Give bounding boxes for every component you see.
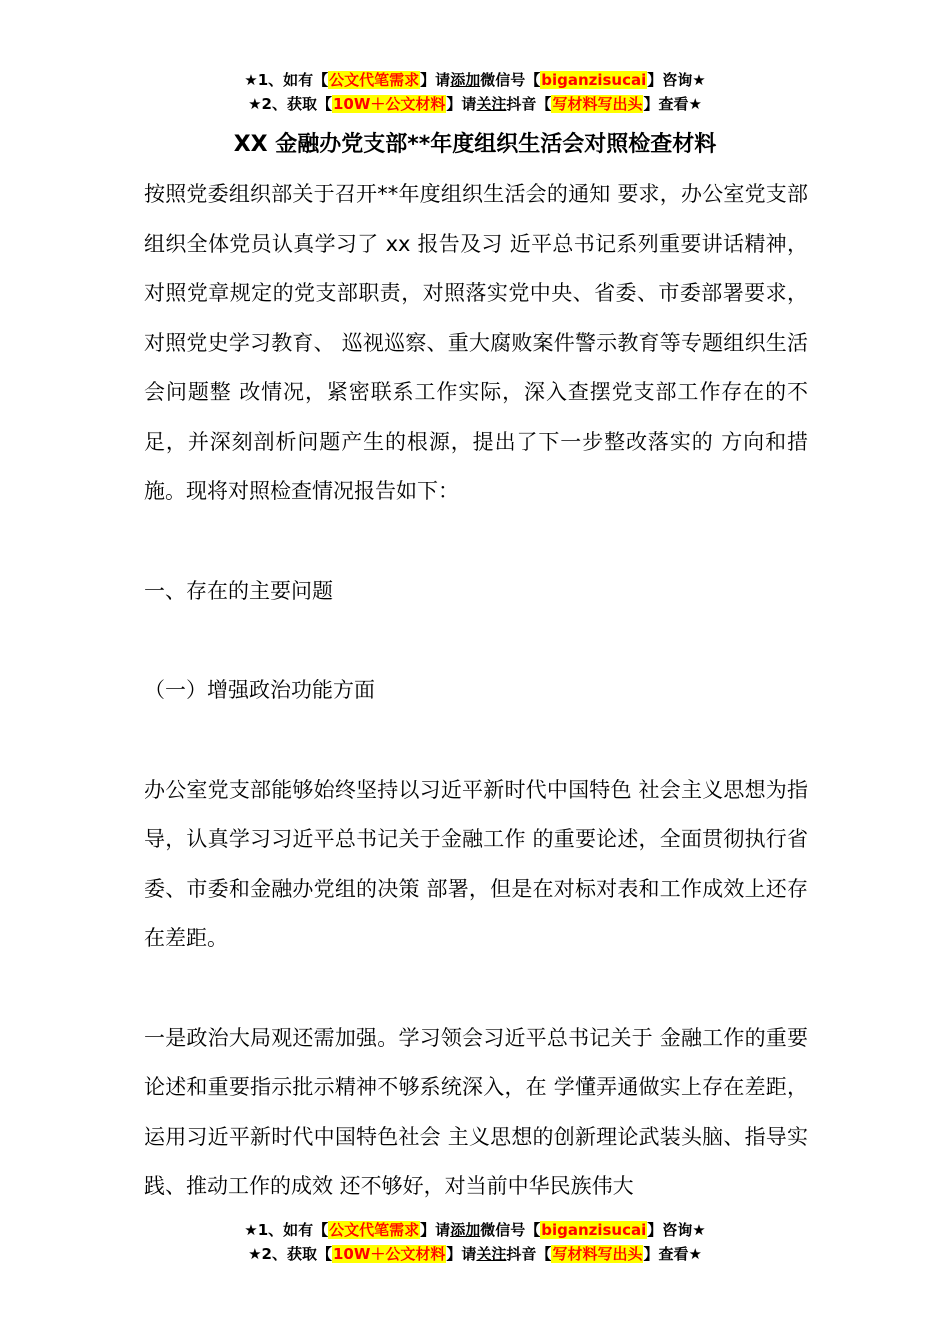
promo-highlight: 写材料写出头 [552,95,643,113]
promo-text: ★1、如有【 [244,1221,329,1239]
promo-highlight: biganzisucai [541,1221,647,1239]
body-paragraph: 办公室党支部能够始终坚持以习近平新时代中国特色 社会主义思想为指导，认真学习习近平总书记关于金融工作 的重要论述，全面贯彻执行省委、市委和金融办党组的决策 部署，但是在对标对表和工作成效上还存在差距。 [144,777,808,950]
promo-emphasis: 关注 [476,1245,507,1263]
promo-highlight: 写材料写出头 [552,1245,643,1263]
promo-text: ★2、获取【 [248,95,332,113]
section-heading: 一、存在的主要问题 [144,578,333,603]
promo-emphasis: 添加 [450,1221,481,1239]
promo-text: 抖音【 [506,1245,552,1263]
promo-text: 】咨询★ [647,1221,706,1239]
top-promo-banner [0,68,950,116]
promo-text: 】咨询★ [647,71,706,89]
promo-highlight: 公文代笔需求 [329,71,420,89]
promo-highlight: biganzisucai [541,71,647,89]
promo-text: 】请 [446,1245,477,1263]
promo-line-1 [0,68,950,92]
promo-line-2 [0,1242,950,1266]
promo-text: 】请 [446,95,477,113]
promo-emphasis: 添加 [450,71,481,89]
promo-text: 】请 [420,1221,451,1239]
promo-line-2 [0,92,950,116]
promo-text: 】查看★ [643,1245,702,1263]
subsection-heading: （一）增强政治功能方面 [144,678,375,702]
promo-highlight: 公文代笔需求 [329,1221,420,1239]
promo-text: 微信号【 [480,71,541,89]
promo-highlight: 10W＋公文材料 [332,1245,446,1263]
bottom-promo-banner [0,1218,950,1266]
body-paragraph: 一是政治大局观还需加强。学习领会习近平总书记关于 金融工作的重要论述和重要指示批示精神不够系统深入，在 学懂弄通做实上存在差距，运用习近平新时代中国特色社会 主义思想的创新理论武装头脑、指导实践、推动工作的成效 还不够好，对当前中华民族伟大 [144,1025,808,1198]
promo-text: 抖音【 [506,95,552,113]
promo-text: ★1、如有【 [244,71,329,89]
promo-line-1 [0,1218,950,1242]
promo-highlight: 10W＋公文材料 [332,95,446,113]
document-title: XX 金融办党支部**年度组织生活会对照检查材料 [233,132,717,157]
promo-text: 】请 [420,71,451,89]
promo-emphasis: 关注 [476,95,507,113]
document-body [144,170,808,1212]
promo-text: 】查看★ [643,95,702,113]
intro-paragraph: 按照党委组织部关于召开**年度组织生活会的通知 要求，办公室党支部组织全体党员认真学习了 xx 报告及习 近平总书记系列重要讲话精神，对照党章规定的党支部职责，对照落实党中央、省委、市委部署要求，对照党史学习教育、 巡视巡察、重大腐败案件警示教育等专题组织生活会问题整 改情况，紧密联系工作实际，深入查摆党支部工作存在的不 足，并深刻剖析问题产生的根源，提出了下一步整改落实的 方向和措施。现将对照检查情况报告如下： [144,182,808,503]
promo-text: ★2、获取【 [248,1245,332,1263]
promo-text: 微信号【 [480,1221,541,1239]
